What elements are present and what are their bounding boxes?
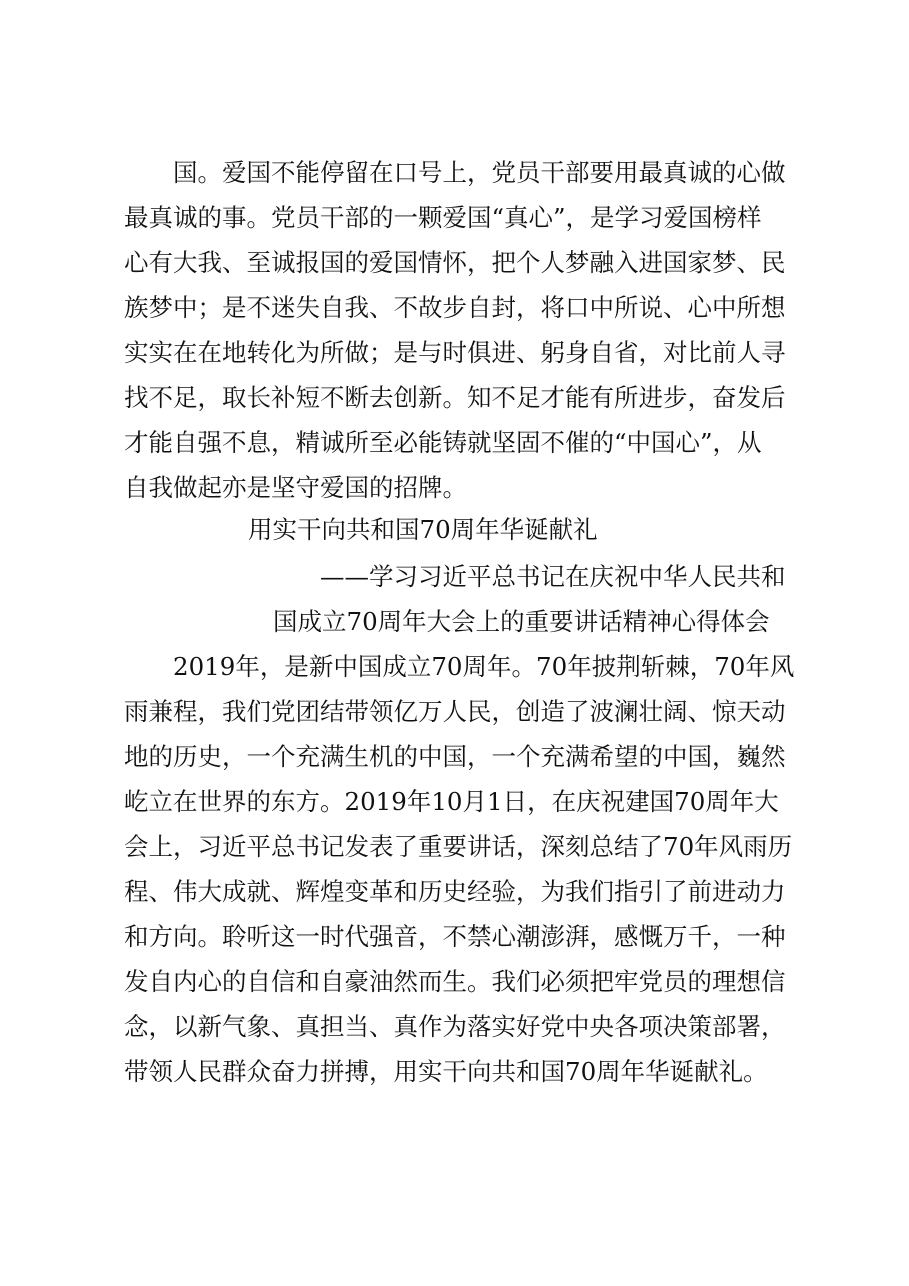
text-line: 自我做起亦是坚守爱国的招牌。: [124, 473, 467, 502]
text-line: 最真诚的事。党员干部的一颗爱国“真心”，是学习爱国榜样: [124, 203, 762, 232]
text-line: 才能自强不息，精诚所至必能铸就坚固不催的“中国心”，从: [124, 428, 762, 457]
text-line: 带领人民群众奋力拼搏，用实干向共和国70周年华诞献礼。: [124, 1057, 768, 1086]
text-line: 国。爱国不能停留在口号上，党员干部要用最真诚的心做: [173, 158, 786, 187]
text-line: 和方向。聆听这一时代强音，不禁心潮澎湃，感慨万千，一种: [124, 922, 786, 951]
text-line: 实实在在地转化为所做；是与时俱进、躬身自省，对比前人寻: [124, 338, 786, 367]
text-line: 屹立在世界的东方。2019年10月1日，在庆祝建国70周年大: [124, 787, 779, 816]
text-line: 找不足，取长补短不断去创新。知不足才能有所进步，奋发后: [124, 383, 786, 412]
article-subtitle-line-2: 国成立70周年大会上的重要讲话精神心得体会: [273, 607, 770, 636]
text-line: 念，以新气象、真担当、真作为落实好党中央各项决策部署，: [124, 1012, 786, 1041]
text-line: 地的历史，一个充满生机的中国，一个充满希望的中国，巍然: [124, 742, 786, 771]
text-line: 心有大我、至诚报国的爱国情怀，把个人梦融入进国家梦、民: [124, 248, 786, 277]
text-line: 发自内心的自信和自豪油然而生。我们必须把牢党员的理想信: [124, 967, 786, 996]
text-line: 会上，习近平总书记发表了重要讲话，深刻总结了70年风雨历: [124, 832, 793, 861]
text-line: 2019年，是新中国成立70周年。70年披荆斩棘，70年风: [173, 652, 795, 681]
text-line: 雨兼程，我们党团结带领亿万人民，创造了波澜壮阔、惊天动: [124, 697, 786, 726]
article-subtitle-line-1: ——学习习近平总书记在庆祝中华人民共和: [320, 562, 786, 591]
text-line: 族梦中；是不迷失自我、不故步自封，将口中所说、心中所想: [124, 293, 786, 322]
article-title: 用实干向共和国70周年华诞献礼: [248, 515, 598, 544]
text-line: 程、伟大成就、辉煌变革和历史经验，为我们指引了前进动力: [124, 877, 786, 906]
